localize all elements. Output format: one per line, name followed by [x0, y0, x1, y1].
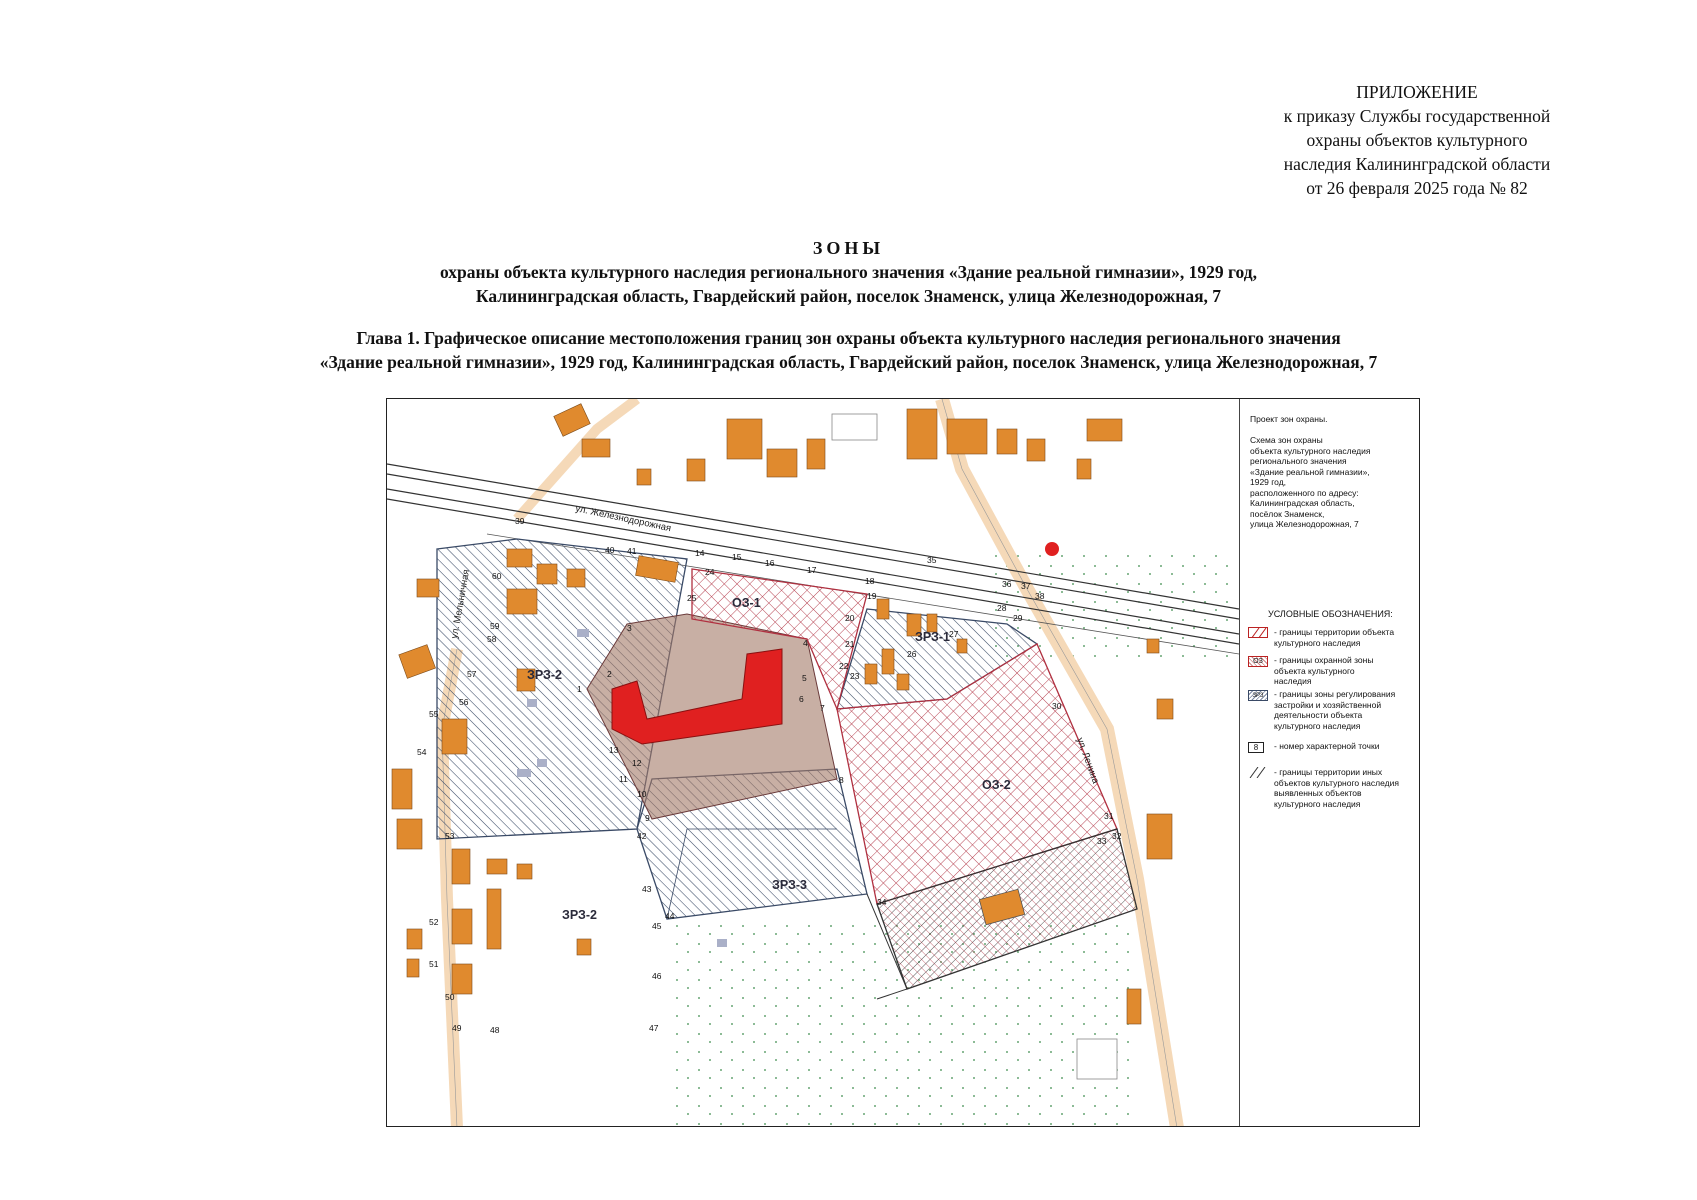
point-number: 13	[609, 745, 619, 755]
territory-symbol-icon	[1248, 627, 1268, 638]
point-number: 35	[927, 555, 937, 565]
appendix-line: охраны объектов культурного	[1306, 130, 1528, 150]
point-number: 33	[1097, 836, 1107, 846]
chapter-line: Глава 1. Графическое описание местоположения границ зон охраны объекта культурного наследия регионального значения	[356, 328, 1341, 348]
point-number: 5	[802, 673, 807, 683]
legend-text: застройки и хозяйственной	[1274, 699, 1382, 710]
building-outline	[1077, 1039, 1117, 1079]
point-number: 34	[877, 897, 887, 907]
point-number: 46	[652, 971, 662, 981]
point-number: 39	[515, 516, 525, 526]
scheme-line: улица Железнодорожная, 7	[1250, 519, 1359, 529]
point-number: 58	[487, 634, 497, 644]
zone-label: ОЗ-1	[732, 596, 761, 610]
document-title	[0, 236, 1697, 308]
scheme-line: посёлок Знаменск,	[1250, 508, 1325, 519]
point-number: 42	[637, 831, 647, 841]
point-number: 1	[577, 684, 582, 694]
point-number: 56	[459, 697, 469, 707]
point-number: 3	[627, 623, 632, 633]
scheme-line: Калининградская область,	[1250, 498, 1355, 508]
zone-map	[386, 398, 1420, 1127]
legend-text: - границы территории иных	[1274, 767, 1383, 777]
point-number: 47	[649, 1023, 659, 1033]
point-number: 53	[445, 831, 455, 841]
point-number: 38	[1035, 591, 1045, 601]
point-number: 48	[490, 1025, 500, 1035]
point-number: 12	[632, 758, 642, 768]
other-heritage-symbol-icon	[1248, 767, 1268, 778]
point-number: 17	[807, 565, 817, 575]
point-number: 29	[1013, 613, 1023, 623]
point-number: 28	[997, 603, 1007, 613]
point-number: 24	[705, 567, 715, 577]
point-number: 16	[765, 558, 775, 568]
point-number: 55	[429, 709, 439, 719]
point-number: 22	[839, 661, 849, 671]
legend-text: выявленных объектов	[1274, 788, 1362, 798]
zone-label: ЗРЗ-2	[527, 668, 562, 682]
zone-label: ЗРЗ-3	[772, 878, 807, 892]
scheme-line: объекта культурного наследия	[1250, 445, 1371, 456]
legend-text: - границы зоны регулирования	[1274, 689, 1396, 699]
title-line: охраны объекта культурного наследия регионального значения «Здание реальной гимназии», 1929 год,	[439, 262, 1257, 282]
street-label: ул. Железнодорожная	[574, 503, 673, 535]
legend-text: объектов культурного наследия	[1274, 777, 1399, 788]
point-number: 18	[865, 576, 875, 586]
point-number: 57	[467, 669, 477, 679]
point-number: 20	[845, 613, 855, 623]
point-number: 26	[907, 649, 917, 659]
point-number: 52	[429, 917, 439, 927]
point-number: 50	[445, 992, 455, 1002]
point-number: 6	[799, 694, 804, 704]
point-number: 11	[619, 774, 628, 784]
street-label: ул. Мельничная	[449, 568, 473, 640]
point-number: 14	[695, 548, 705, 558]
point-number: 36	[1002, 579, 1012, 589]
point-number: 21	[845, 639, 855, 649]
legend-text: деятельности объекта	[1274, 710, 1363, 720]
legend-text: - границы охранной зоны	[1274, 655, 1374, 665]
legend-panel	[1239, 399, 1420, 1127]
landmark-marker-icon	[1045, 542, 1059, 556]
title-heading: ЗОНЫ	[812, 238, 885, 258]
point-number: 43	[642, 884, 652, 894]
appendix-line: наследия Калининградской области	[1283, 154, 1551, 174]
legend-text: - номер характерной точки	[1274, 741, 1380, 751]
point-number: 27	[949, 629, 959, 639]
point-number: 23	[850, 671, 860, 681]
point-number: 4	[803, 638, 808, 648]
appendix-line: от 26 февраля 2025 года № 82	[1306, 178, 1528, 198]
point-number: 30	[1052, 701, 1062, 711]
point-number: 49	[452, 1023, 462, 1033]
point-number: 41	[627, 546, 637, 556]
point-number: 32	[1112, 831, 1122, 841]
point-number: 10	[637, 789, 647, 799]
protection-zone-symbol-icon: ОЗ	[1248, 656, 1268, 667]
scheme-line: регионального значения	[1250, 456, 1347, 466]
title-line: Калининградская область, Гвардейский район, поселок Знаменск, улица Железнодорожная, 7	[475, 286, 1222, 306]
point-number: 15	[732, 552, 742, 562]
point-number: 40	[605, 545, 615, 555]
zone-label: ЗРЗ-2	[562, 908, 597, 922]
legend-text: объекта культурного	[1274, 665, 1355, 676]
appendix-line: ПРИЛОЖЕНИЕ	[1356, 82, 1478, 102]
point-number: 8	[839, 775, 844, 785]
point-number: 25	[687, 593, 697, 603]
point-number: 54	[417, 747, 427, 757]
zone-label: ОЗ-2	[982, 778, 1011, 792]
point-number: 19	[867, 591, 877, 601]
point-number-symbol-icon: 8	[1248, 742, 1264, 753]
scheme-line: Схема зон охраны	[1250, 435, 1323, 445]
appendix-line: к приказу Службы государственной	[1283, 106, 1551, 126]
chapter-line: «Здание реальной гимназии», 1929 год, Калининградская область, Гвардейский район, поселок Знаменск, улица Железнодорожная, 7	[319, 352, 1378, 372]
project-label: Проект зон охраны.	[1250, 414, 1328, 424]
legend-text: - границы территории объекта	[1274, 627, 1395, 637]
point-number: 37	[1021, 581, 1031, 591]
chapter-heading	[0, 326, 1697, 374]
scheme-line: 1929 год,	[1250, 477, 1287, 487]
map-canvas	[387, 399, 1239, 1127]
legend-text: культурного наследия	[1274, 637, 1361, 648]
point-number: 51	[429, 959, 439, 969]
scheme-line: «Здание реальной гимназии»,	[1250, 466, 1370, 477]
zone-label: ЗРЗ-1	[915, 630, 950, 644]
regulation-zone-symbol-icon: ЗРЗ	[1248, 690, 1268, 701]
point-number: 2	[607, 669, 612, 679]
point-number: 45	[652, 921, 662, 931]
point-number: 31	[1104, 811, 1114, 821]
point-number: 9	[645, 813, 650, 823]
legend-text: наследия	[1274, 676, 1312, 686]
point-number: 59	[490, 621, 500, 631]
building-outline	[832, 414, 877, 440]
scheme-line: расположенного по адресу:	[1250, 487, 1359, 498]
legend-title: УСЛОВНЫЕ ОБОЗНАЧЕНИЯ:	[1268, 609, 1393, 619]
legend-text: культурного наследия	[1274, 720, 1361, 731]
appendix-header	[1237, 80, 1597, 200]
point-number: 60	[492, 571, 502, 581]
legend-text: культурного наследия	[1274, 798, 1361, 809]
scheme-description	[1250, 435, 1420, 530]
street-label: ул. Ленина	[1074, 736, 1101, 786]
point-number: 44	[665, 911, 675, 921]
point-number: 7	[820, 703, 825, 713]
